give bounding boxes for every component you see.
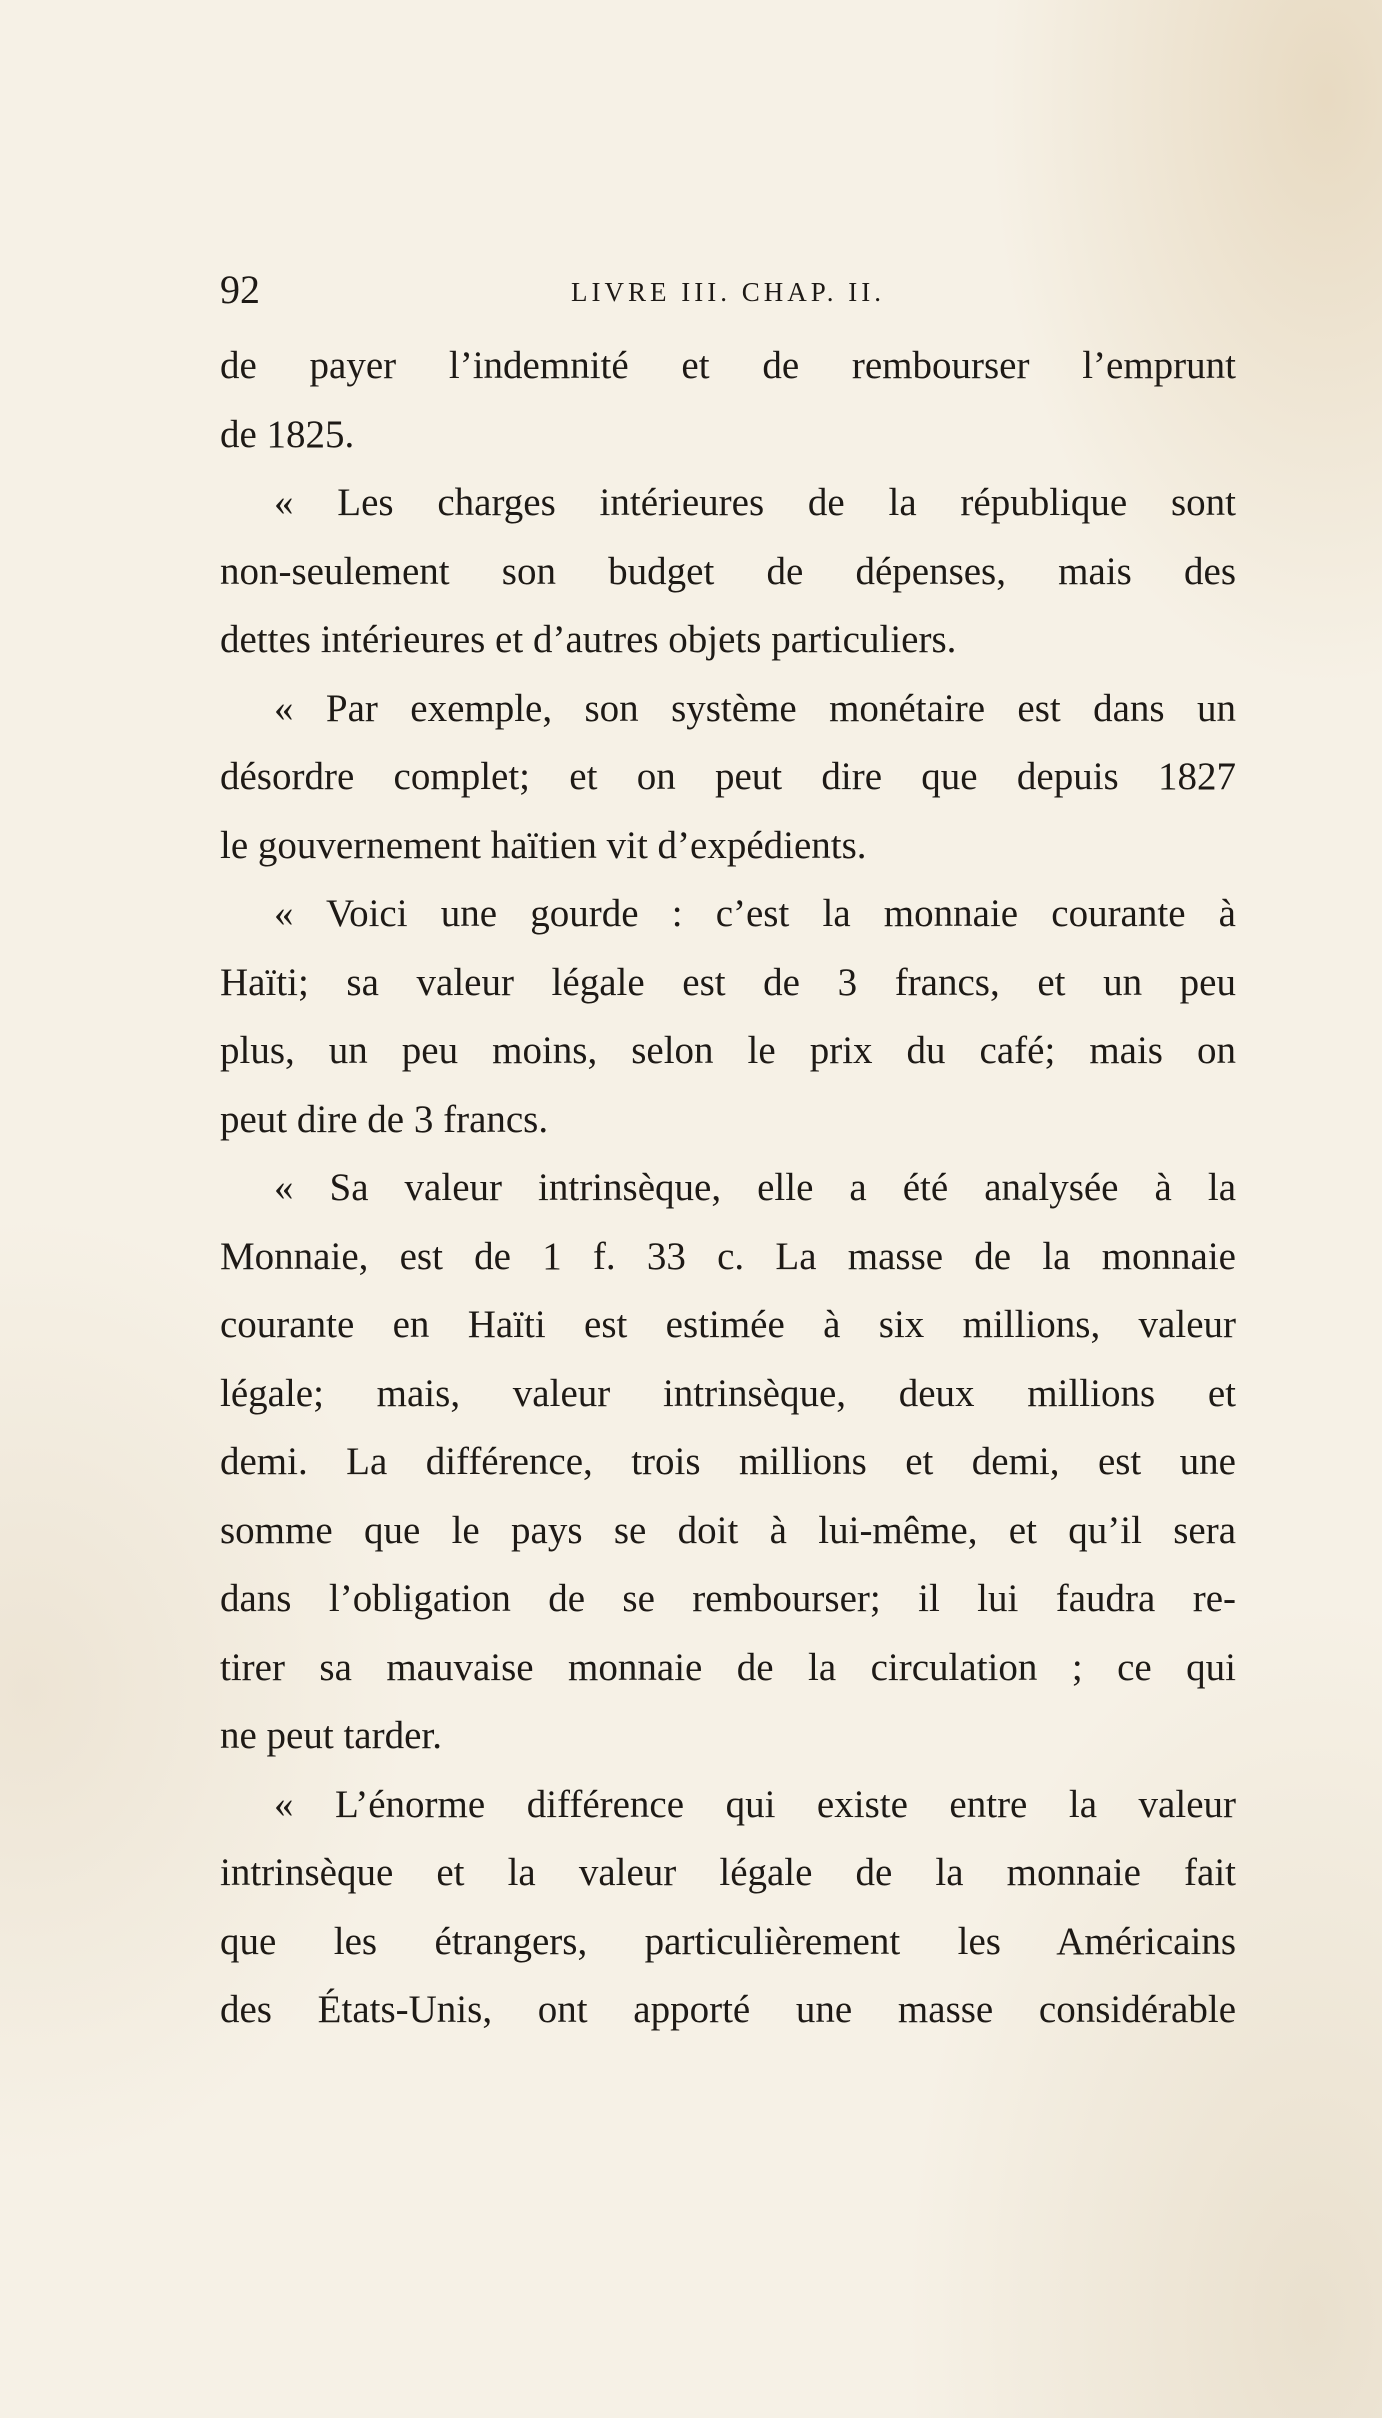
text-line: dans l’obligation de se rembourser; il lui faudra re- bbox=[220, 1577, 1236, 1620]
text-line: tirer sa mauvaise monnaie de la circulation ; ce qui bbox=[220, 1645, 1236, 1689]
text-line: des États-Unis, ont apporté une masse considérable bbox=[220, 1988, 1236, 2031]
text-line: « Par exemple, son système monétaire est dans un bbox=[274, 686, 1236, 730]
text-line: désordre complet; et on peut dire que depuis 1827 bbox=[220, 755, 1236, 798]
running-head: LIVRE III. CHAP. II. bbox=[571, 277, 885, 307]
text-line: peut dire de 3 francs. bbox=[220, 1097, 549, 1141]
text-line: somme que le pays se doit à lui-même, et qu’il sera bbox=[220, 1508, 1236, 1552]
text-line: courante en Haïti est estimée à six millions, valeur bbox=[220, 1303, 1236, 1346]
text-line: « L’énorme différence qui existe entre la valeur bbox=[274, 1782, 1236, 1826]
text-line: de 1825. bbox=[220, 412, 355, 456]
text-line: non-seulement son budget de dépenses, mais des bbox=[220, 549, 1236, 593]
text-line: Monnaie, est de 1 f. 33 c. La masse de la monnaie bbox=[220, 1234, 1236, 1278]
paragraph bbox=[220, 332, 1236, 469]
text-line: de payer l’indemnité et de rembourser l’emprunt bbox=[220, 344, 1236, 387]
text-line: le gouvernement haïtien vit d’expédients. bbox=[220, 823, 867, 867]
text-line: « Voici une gourde : c’est la monnaie courante à bbox=[274, 892, 1236, 935]
text-line: intrinsèque et la valeur légale de la monnaie fait bbox=[220, 1851, 1236, 1894]
paragraph bbox=[220, 1154, 1236, 1771]
text-line: légale; mais, valeur intrinsèque, deux millions et bbox=[220, 1371, 1236, 1415]
paragraph bbox=[220, 469, 1236, 675]
body-text bbox=[220, 332, 1236, 2045]
text-line: dettes intérieures et d’autres objets particuliers. bbox=[220, 618, 957, 661]
paragraph bbox=[220, 675, 1236, 881]
text-line: Haïti; sa valeur légale est de 3 francs, et un peu bbox=[220, 960, 1236, 1004]
text-line: « Sa valeur intrinsèque, elle a été analysée à la bbox=[274, 1166, 1236, 1209]
page-number: 92 bbox=[220, 267, 260, 312]
text-line: plus, un peu moins, selon le prix du café; mais on bbox=[220, 1029, 1236, 1072]
text-line: demi. La différence, trois millions et demi, est une bbox=[220, 1440, 1236, 1483]
paragraph bbox=[220, 1771, 1236, 2045]
text-line: que les étrangers, particulièrement les Américains bbox=[220, 1919, 1236, 1963]
page-header bbox=[220, 268, 1236, 312]
paragraph bbox=[220, 880, 1236, 1154]
text-line: ne peut tarder. bbox=[220, 1714, 442, 1757]
text-line: « Les charges intérieures de la république sont bbox=[274, 481, 1236, 524]
